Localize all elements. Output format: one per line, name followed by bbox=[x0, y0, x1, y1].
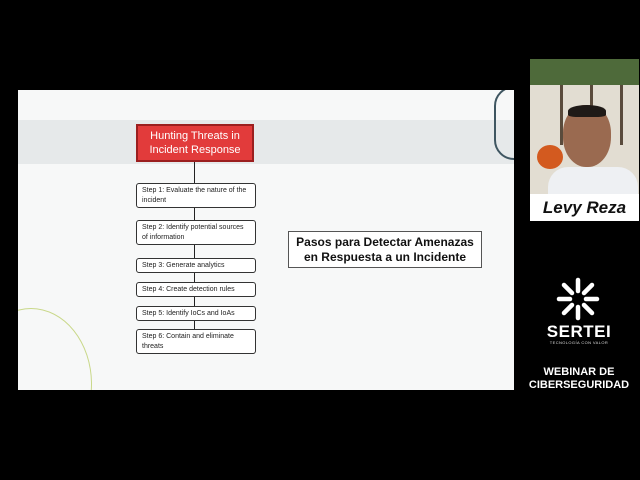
starburst-logo-icon bbox=[555, 276, 601, 322]
flow-step-1: Step 1: Evaluate the nature of the incident bbox=[136, 183, 256, 208]
speaker-webcam bbox=[530, 59, 639, 194]
webcam-pumpkin bbox=[537, 145, 563, 169]
speaker-body bbox=[548, 167, 638, 194]
presentation-slide bbox=[18, 90, 514, 390]
slide-callout: Pasos para Detectar Amenazas en Respuesta a un Incidente bbox=[288, 231, 482, 268]
flow-step-2: Step 2: Identify potential sources of information bbox=[136, 220, 256, 245]
event-title bbox=[524, 366, 634, 392]
brand-name: SERTEI bbox=[546, 322, 612, 341]
webcam-plants bbox=[530, 59, 639, 85]
flow-connector bbox=[194, 245, 195, 258]
flow-step-5: Step 5: Identify IoCs and IoAs bbox=[136, 306, 256, 321]
webcam-railing bbox=[620, 85, 623, 145]
flow-step-4: Step 4: Create detection rules bbox=[136, 282, 256, 297]
flowchart-title: Hunting Threats in Incident Response bbox=[136, 124, 254, 162]
flow-step-3: Step 3: Generate analytics bbox=[136, 258, 256, 273]
brand-tagline: TECNOLOGÍA CON VALOR bbox=[549, 340, 609, 345]
speaker-hair bbox=[568, 105, 606, 117]
flow-connector bbox=[194, 297, 195, 306]
slide-decoration-curve bbox=[18, 308, 92, 390]
speaker-name: Levy Reza bbox=[530, 194, 639, 221]
slide-header-cutout bbox=[268, 90, 408, 120]
flow-connector bbox=[194, 273, 195, 282]
flow-connector bbox=[194, 321, 195, 329]
flow-connector bbox=[194, 208, 195, 220]
flow-connector bbox=[194, 162, 195, 184]
slide-header-band bbox=[18, 120, 514, 164]
slide-decoration-arc bbox=[494, 90, 514, 160]
flow-step-6: Step 6: Contain and eliminate threats bbox=[136, 329, 256, 354]
event-title-line-1: WEBINAR DE bbox=[543, 366, 615, 378]
event-title-line-2: CIBERSEGURIDAD bbox=[528, 379, 630, 391]
